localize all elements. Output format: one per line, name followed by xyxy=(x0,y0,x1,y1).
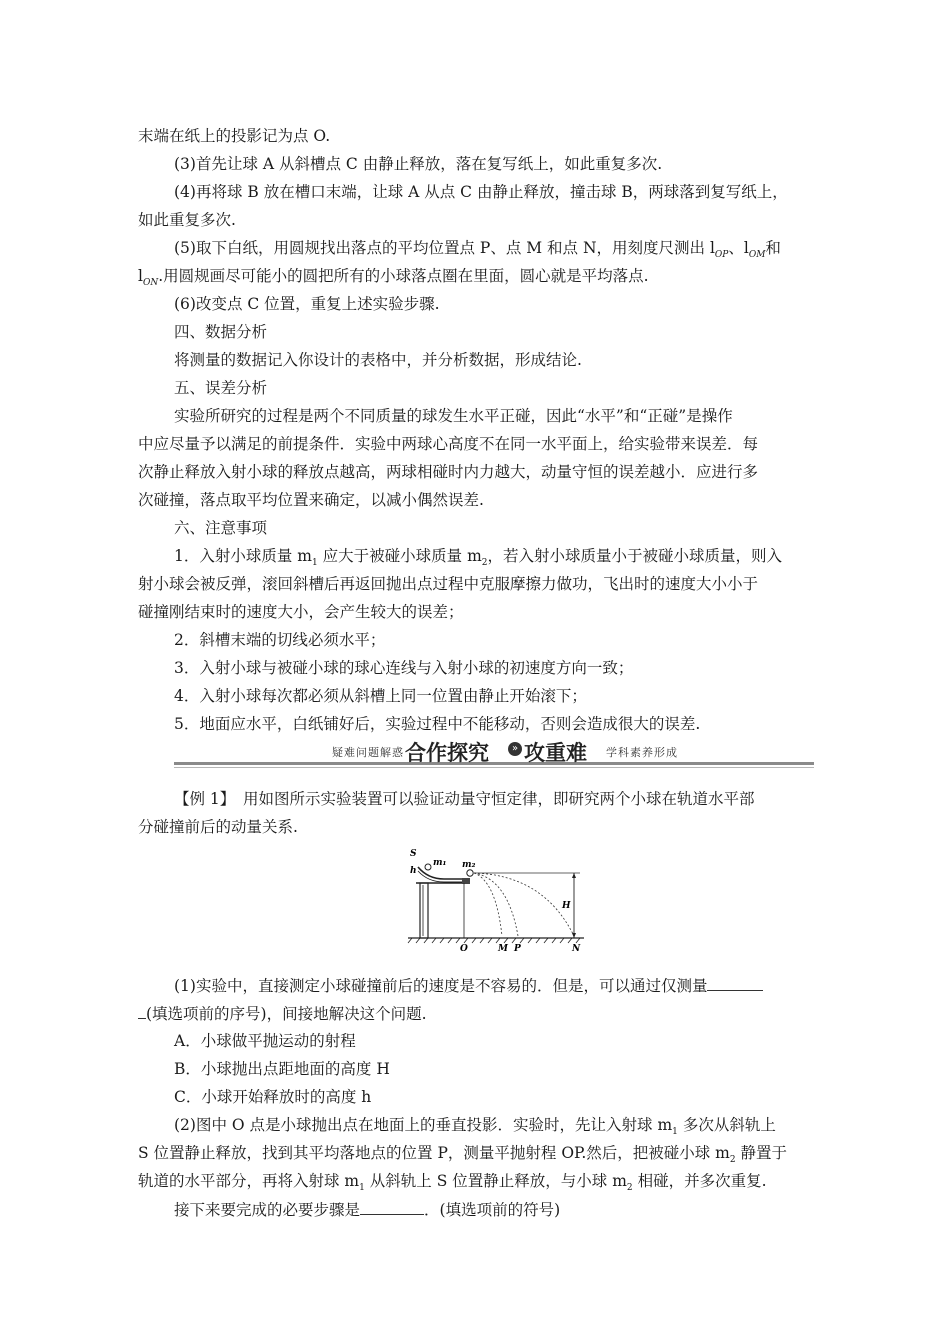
label-P: P xyxy=(514,944,521,953)
text-segment: 应大于被碰小球质量 m xyxy=(317,547,482,565)
banner-rule xyxy=(174,767,814,768)
option-c: C．小球开始释放时的高度 h xyxy=(174,1088,372,1106)
text-segment: 接下来要完成的必要步骤是 xyxy=(174,1201,361,1219)
text-line: 碰撞刚结束时的速度大小，会产生较大的误差； xyxy=(138,603,464,621)
text-line: 中应尽量予以满足的前提条件．实验中两球心高度不在同一水平面上，给实验带来误差．每 xyxy=(138,435,759,453)
text-segment: (1)实验中，直接测定小球碰撞前后的速度是不容易的．但是，可以通过仅测量 xyxy=(174,977,708,995)
label-H: H xyxy=(562,901,571,911)
banner-left-text: 疑难问题解惑 xyxy=(332,746,404,759)
example-heading: 【例 1】 用如图所示实验装置可以验证动量守恒定律，即研究两个小球在轨道水平部 xyxy=(174,790,755,808)
subscript: 2 xyxy=(729,1155,736,1166)
subscript: 1 xyxy=(312,558,318,569)
text-segment: 、l xyxy=(728,239,749,257)
text-segment: l xyxy=(138,267,143,285)
arrow-head xyxy=(572,873,576,878)
text-segment: S 位置静止释放，找到其平均落地点的位置 P，测量平抛射程 OP.然后，把被碰小球 m xyxy=(138,1144,730,1162)
text-segment: ．(填选项前的符号) xyxy=(424,1201,561,1219)
text-line: 4．入射小球每次都必须从斜槽上同一位置由静止开始滚下； xyxy=(174,687,587,705)
text-line: 射小球会被反弹，滚回斜槽后再返回抛出点过程中克服摩擦力做功，飞出时的速度大小小于 xyxy=(138,575,759,593)
subscript: 1 xyxy=(672,1127,678,1138)
subscript: 2 xyxy=(626,1183,633,1194)
arrow-head xyxy=(572,933,576,938)
answer-blank[interactable] xyxy=(138,1002,146,1019)
text-line: 将测量的数据记入你设计的表格中，并分析数据，形成结论. xyxy=(174,351,582,369)
subscript: ON xyxy=(142,278,159,289)
section-heading: 五、误差分析 xyxy=(174,379,268,397)
text-segment: 和 xyxy=(765,239,781,257)
question-line xyxy=(138,1170,767,1199)
option-a: A．小球做平抛运动的射程 xyxy=(174,1032,356,1050)
question-line xyxy=(174,1198,560,1221)
text-line xyxy=(174,237,781,266)
text-line xyxy=(138,265,649,294)
option-b: B．小球抛出点距地面的高度 H xyxy=(174,1060,390,1078)
text-line: 末端在纸上的投影记为点 O. xyxy=(138,127,331,145)
text-line: 次静止释放入射小球的释放点越高，两球相碰时内力越大，动量守恒的误差越小．应进行多 xyxy=(138,463,759,481)
text-line: 实验所研究的过程是两个不同质量的球发生水平正碰，因此“水平”和“正碰”是操作 xyxy=(174,407,733,425)
label-m1: m₁ xyxy=(433,858,447,868)
text-line: (6)改变点 C 位置，重复上述实验步骤. xyxy=(174,295,440,313)
banner-title: 合作探究 xyxy=(405,741,489,765)
question-line xyxy=(174,1114,776,1143)
text-line: 分碰撞前后的动量关系. xyxy=(138,818,298,836)
text-segment: (填选项前的序号)，间接地解决这个问题. xyxy=(146,1005,427,1023)
subscript: 2 xyxy=(481,558,488,569)
text-segment: 相碰，并多次重复. xyxy=(632,1172,767,1190)
text-line: 3．入射小球与被碰小球的球心连线与入射小球的初速度方向一致； xyxy=(174,659,634,677)
text-segment: 从斜轨上 S 位置静止释放，与小球 m xyxy=(364,1172,627,1190)
text-segment: ，若入射小球质量小于被碰小球质量，则入 xyxy=(487,547,783,565)
text-segment: 轨道的水平部分，再将入射球 m xyxy=(138,1172,360,1190)
subscript: 1 xyxy=(359,1183,365,1194)
text-line: 如此重复多次. xyxy=(138,211,236,229)
label-M: M xyxy=(498,944,508,953)
text-segment: 静置于 xyxy=(735,1144,788,1162)
label-O: O xyxy=(460,944,468,953)
subscript: OM xyxy=(748,250,766,261)
subscript: OP xyxy=(714,250,729,261)
text-line xyxy=(174,545,782,574)
label-m2: m₂ xyxy=(462,860,476,870)
question-line xyxy=(138,1002,427,1025)
question-line xyxy=(138,1142,787,1171)
label-N: N xyxy=(572,944,581,953)
text-segment: (2)图中 O 点是小球抛出点在地面上的垂直投影．实验时，先让入射球 m xyxy=(174,1116,673,1134)
label-S: S xyxy=(410,849,417,859)
text-line: 5．地面应水平，白纸铺好后，实验过程中不能移动，否则会造成很大的误差. xyxy=(174,715,701,733)
text-segment: 1．入射小球质量 m xyxy=(174,547,312,565)
text-line: (3)首先让球 A 从斜槽点 C 由静止释放，落在复写纸上，如此重复多次. xyxy=(174,155,663,173)
trajectory-m xyxy=(474,873,502,936)
label-h: h xyxy=(410,866,417,876)
text-segment: (5)取下白纸，用圆规找出落点的平均位置点 P、点 M 和点 N，用刻度尺测出 l xyxy=(174,239,715,257)
ball-m2 xyxy=(467,870,473,876)
banner-title: 攻重难 xyxy=(524,741,587,765)
question-line xyxy=(174,974,763,997)
trajectory-p xyxy=(474,873,518,936)
section-heading: 六、注意事项 xyxy=(174,519,268,537)
text-line: (4)再将球 B 放在槽口末端，让球 A 从点 C 由静止释放，撞击球 B，两球落到复写纸上， xyxy=(174,183,788,201)
track-end xyxy=(462,878,470,884)
experiment-figure xyxy=(404,843,586,953)
banner-rule xyxy=(174,762,814,765)
text-line: 次碰撞，落点取平均位置来确定，以减小偶然误差. xyxy=(138,491,484,509)
ball-m1 xyxy=(425,864,431,870)
answer-blank[interactable] xyxy=(360,1198,424,1215)
text-line: 2．斜槽末端的切线必须水平； xyxy=(174,631,386,649)
ground-hatch xyxy=(408,938,580,943)
arrow-icon: » xyxy=(508,742,522,756)
trajectory-n xyxy=(474,873,574,936)
text-segment: 多次从斜轨上 xyxy=(677,1116,776,1134)
text-segment: .用圆规画尽可能小的圆把所有的小球落点圈在里面，圆心就是平均落点. xyxy=(158,267,649,285)
section-heading: 四、数据分析 xyxy=(174,323,268,341)
table-leg xyxy=(420,883,428,938)
banner-right-text: 学科素养形成 xyxy=(606,746,678,759)
apparatus-diagram xyxy=(404,843,586,953)
section-banner xyxy=(174,738,814,772)
answer-blank[interactable] xyxy=(707,974,763,991)
